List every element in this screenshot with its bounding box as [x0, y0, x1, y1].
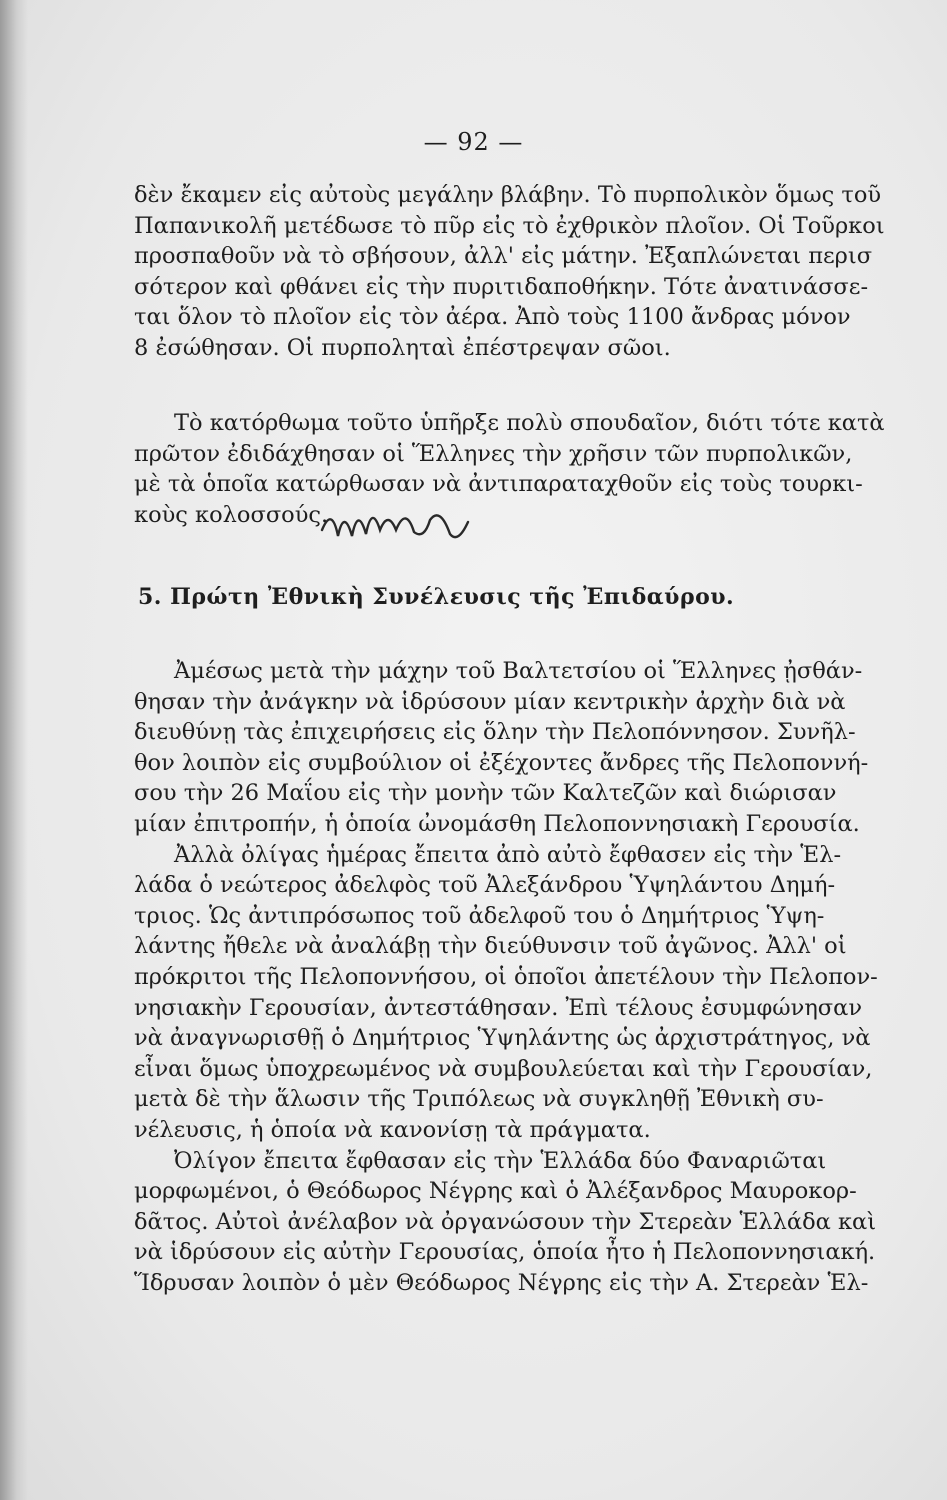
page-number: — 92 — [423, 128, 524, 156]
text-line: μίαν ἐπιτροπήν, ἡ ὁποία ὠνομάσθη Πελοποννησιακὴ Γερουσία. [134, 810, 860, 837]
text-line: θον λοιπὸν εἰς συμβούλιον οἱ ἐξέχοντες ἄνδρες τῆς Πελοποννή- [134, 749, 869, 776]
text-line: ται ὅλον τὸ πλοῖον εἰς τὸν ἀέρα. Ἀπὸ τοὺς 1100 ἄνδρας μόνον [134, 304, 851, 331]
text-line: λάδα ὁ νεώτερος ἀδελφὸς τοῦ Ἀλεξάνδρου Ὑψηλάντου Δημή- [134, 872, 836, 899]
text-line: δὲν ἔκαμεν εἰς αὐτοὺς μεγάλην βλάβην. Τὸ πυρπολικὸν ὅμως τοῦ [134, 182, 882, 208]
section-heading: 5. Πρώτη Ἐθνικὴ Συνέλευσις τῆς Ἐπιδαύρου. [138, 584, 735, 610]
text-line: νέλευσις, ἡ ὁποία νὰ κανονίσῃ τὰ πράγματα. [134, 1116, 651, 1143]
text-line: δᾶτος. Αὐτοὶ ἀνέλαβον νὰ ὀργανώσουν τὴν Στερεὰν Ἑλλάδα καὶ [134, 1208, 877, 1235]
text-line: Ἀλλὰ ὀλίγας ἡμέρας ἔπειτα ἀπὸ αὐτὸ ἔφθασεν εἰς τὴν Ἑλ- [174, 841, 842, 868]
text-line: Ἵδρυσαν λοιπὸν ὁ μὲν Θεόδωρος Νέγρης εἰς τὴν Α. Στερεὰν Ἑλ- [134, 1269, 869, 1296]
text-line: πρόκριτοι τῆς Πελοποννήσου, οἱ ὁποῖοι ἀπετέλουν τὴν Πελοπον- [134, 963, 878, 990]
text-line: μὲ τὰ ὁποῖα κατώρθωσαν νὰ ἀντιπαραταχθοῦν εἰς τοὺς τουρκι- [134, 471, 863, 498]
handwritten-squiggle-mark [318, 500, 478, 548]
text-line: κοὺς κολοσσούς. [134, 501, 329, 528]
text-line: πρῶτον ἐδιδάχθησαν οἱ Ἕλληνες τὴν χρῆσιν τῶν πυρπολικῶν, [134, 440, 853, 467]
text-line: σου τὴν 26 Μαΐου εἰς τὴν μονὴν τῶν Καλτεζῶν καὶ διώρισαν [134, 780, 837, 807]
paragraph-peloponnesian-senate [134, 656, 878, 1298]
text-line: νὰ ἱδρύσουν εἰς αὐτὴν Γερουσίας, ὁποία ἦτο ἡ Πελοποννησιακή. [134, 1239, 876, 1266]
page-edge-shadow [0, 0, 28, 1500]
text-line: Τὸ κατόρθωμα τοῦτο ὑπῆρξε πολὺ σπουδαῖον, διότι τότε κατὰ [174, 410, 885, 436]
text-line: Ἀμέσως μετὰ τὴν μάχην τοῦ Βαλτετσίου οἱ Ἕλληνες ᾐσθάν- [174, 658, 863, 684]
text-line: θησαν τὴν ἀνάγκην νὰ ἱδρύσουν μίαν κεντρικὴν ἀρχὴν διὰ νὰ [134, 688, 846, 715]
text-line: 8 ἐσώθησαν. Οἱ πυρποληταὶ ἐπέστρεψαν σῶοι. [134, 334, 671, 361]
text-line: μορφωμένοι, ὁ Θεόδωρος Νέγρης καὶ ὁ Ἀλέξανδρος Μαυροκορ- [134, 1178, 857, 1205]
text-line: τριος. Ὡς ἀντιπρόσωπος τοῦ ἀδελφοῦ του ὁ Δημήτριος Ὑψη- [134, 902, 825, 929]
text-line: λάντης ἤθελε νὰ ἀναλάβῃ τὴν διεύθυνσιν τοῦ ἀγῶνος. Ἀλλ' οἱ [134, 933, 847, 960]
text-line: μετὰ δὲ τὴν ἅλωσιν τῆς Τριπόλεως νὰ συγκληθῇ Ἐθνικὴ συ- [134, 1086, 824, 1113]
text-line: Παπανικολῆ μετέδωσε τὸ πῦρ εἰς τὸ ἐχθρικὸν πλοῖον. Οἱ Τοῦρκοι [134, 212, 885, 239]
text-line: νὰ ἀναγνωρισθῇ ὁ Δημήτριος Ὑψηλάντης ὡς ἀρχιστράτηγος, νὰ [134, 1025, 871, 1052]
text-line: εἶναι ὅμως ὑποχρεωμένος νὰ συμβουλεύεται καὶ τὴν Γερουσίαν, [134, 1055, 873, 1082]
text-line: Ὀλίγον ἔπειτα ἔφθασαν εἰς τὴν Ἑλλάδα δύο Φαναριῶται [174, 1147, 827, 1174]
paragraph-fireship-significance [134, 408, 885, 530]
text-line: προσπαθοῦν νὰ τὸ σβήσουν, ἀλλ' εἰς μάτην. Ἐξαπλώνεται περισ [134, 243, 873, 270]
paragraph-fireship-attack [134, 180, 885, 364]
text-line: σότερον καὶ φθάνει εἰς τὴν πυριτιδαποθήκην. Τότε ἀνατινάσσε- [134, 273, 869, 300]
text-line: νησιακὴν Γερουσίαν, ἀντεστάθησαν. Ἐπὶ τέλους ἐσυμφώνησαν [134, 994, 863, 1021]
text-line: διευθύνῃ τὰς ἐπιχειρήσεις εἰς ὅλην τὴν Πελοπόννησον. Συνῆλ- [134, 719, 856, 746]
